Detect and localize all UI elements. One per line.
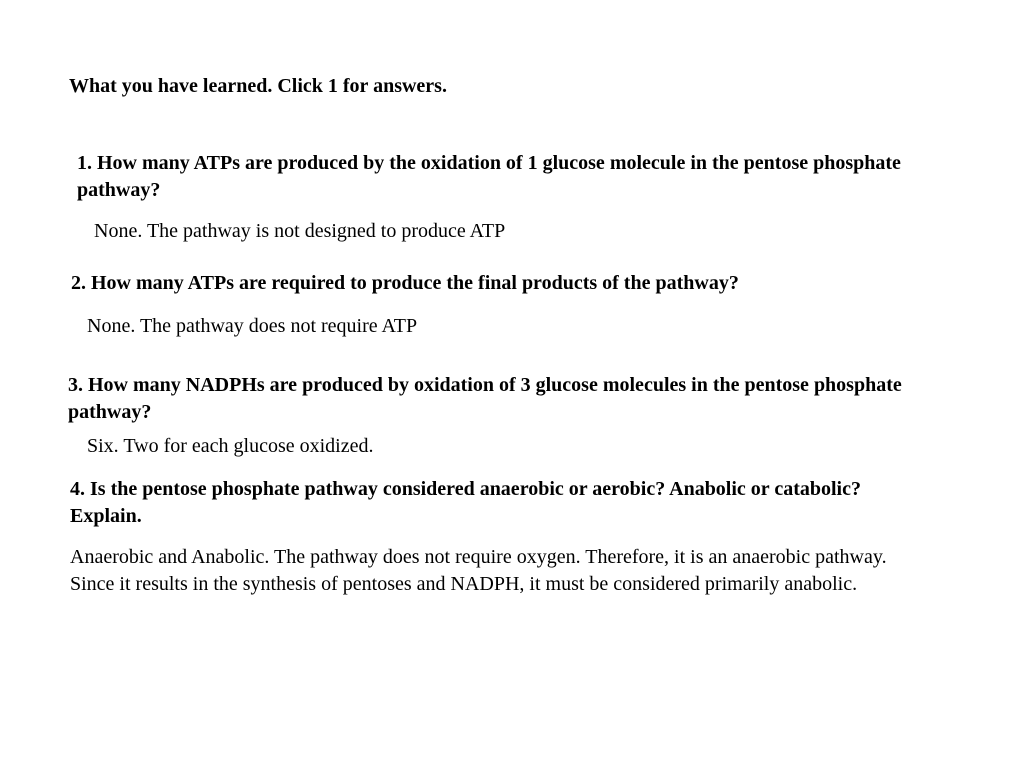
question-3: 3. How many NADPHs are produced by oxidation of 3 glucose molecules in the pentose phosphate pathway?	[68, 374, 902, 423]
answer-3: Six. Two for each glucose oxidized.	[87, 435, 374, 457]
slide-title[interactable]: What you have learned. Click 1 for answers.	[69, 75, 447, 97]
question-1: 1. How many ATPs are produced by the oxidation of 1 glucose molecule in the pentose phosphate pathway?	[77, 152, 901, 201]
question-2: 2. How many ATPs are required to produce the final products of the pathway?	[71, 272, 739, 294]
answer-4: Anaerobic and Anabolic. The pathway does not require oxygen. Therefore, it is an anaerobic pathway. Since it results in the synthesis of pentoses and NADPH, it must be considered primarily anabolic.	[70, 546, 887, 595]
answer-1: None. The pathway is not designed to produce ATP	[94, 220, 506, 242]
answer-2: None. The pathway does not require ATP	[87, 315, 418, 337]
question-4: 4. Is the pentose phosphate pathway considered anaerobic or aerobic? Anabolic or catabolic? Explain.	[70, 478, 861, 527]
